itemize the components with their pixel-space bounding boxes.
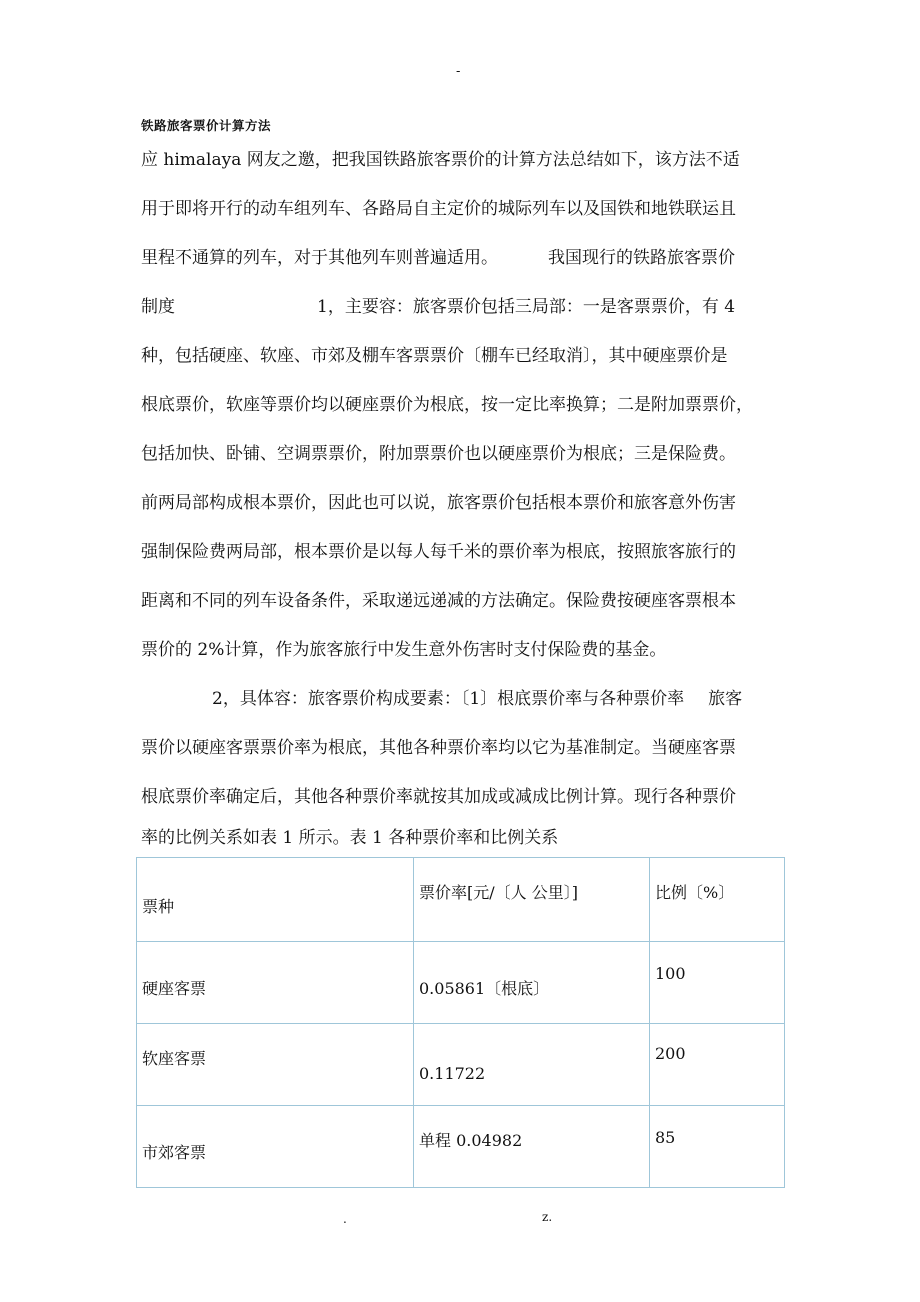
table-cell <box>414 1106 650 1188</box>
paragraph1-line7: 包括加快、卧铺、空调票票价，附加票票价也以硬座票价为根底；三是保险费。 <box>141 444 736 464</box>
paragraph2-line1-tail: 旅客 <box>708 689 743 709</box>
row3-fare-rate: 单程 0.04982 <box>419 1131 523 1150</box>
table-row <box>137 1024 785 1106</box>
table-cell <box>414 1024 650 1106</box>
table-header-cell <box>650 858 785 942</box>
paragraph2-line3: 根底票价率确定后，其他各种票价率就按其加成或减成比例计算。现行各种票价 <box>141 787 736 807</box>
paragraph2-line1 <box>212 689 742 709</box>
row2-ratio: 200 <box>655 1044 686 1063</box>
row2-fare-rate: 0.11722 <box>419 1064 486 1083</box>
table-cell <box>650 942 785 1024</box>
header-ticket-type: 票种 <box>142 897 175 916</box>
row1-ratio: 100 <box>655 964 686 983</box>
paragraph1-line3 <box>141 248 735 268</box>
paragraph1-line9: 强制保险费两局部，根本票价是以每人每千米的票价率为根底，按照旅客旅行的 <box>141 542 736 562</box>
paragraph1-line3-tail: 我国现行的铁路旅客票价 <box>548 248 735 268</box>
paragraph1-line8: 前两局部构成根本票价，因此也可以说，旅客票价包括根本票价和旅客意外伤害 <box>141 493 736 513</box>
table-cell <box>137 942 414 1024</box>
paragraph1-line4-head: 制度 <box>141 297 175 317</box>
table-header-row <box>137 858 785 942</box>
row2-ticket-type: 软座客票 <box>142 1049 207 1068</box>
table-cell <box>137 1106 414 1188</box>
page-footer-right-mark: z. <box>542 1210 553 1224</box>
row3-ticket-type: 市郊客票 <box>142 1143 207 1162</box>
paragraph1-line10: 距离和不同的列车设备条件，采取递远递减的方法确定。保险费按硬座客票根本 <box>141 591 736 611</box>
paragraph2-line4: 率的比例关系如表 1 所示。表 1 各种票价率和比例关系 <box>141 828 559 848</box>
paragraph1-line4-tail: 1，主要容：旅客票价包括三局部：一是客票票价，有 4 <box>317 297 736 317</box>
paragraph1-line1: 应 himalaya 网友之邀，把我国铁路旅客票价的计算方法总结如下，该方法不适 <box>141 150 740 170</box>
paragraph1-line3-text: 里程不通算的列车，对于其他列车则普遍适用。 <box>141 248 498 268</box>
fare-rate-table <box>136 857 785 1188</box>
table-cell <box>414 942 650 1024</box>
paragraph1-line5: 种，包括硬座、软座、市郊及棚车客票票价〔棚车已经取消〕，其中硬座票价是 <box>141 346 728 366</box>
table-header-cell <box>414 858 650 942</box>
table-row <box>137 1106 785 1188</box>
paragraph1-line6: 根底票价，软座等票价均以硬座票价为根底，按一定比率换算；二是附加票票价， <box>141 395 753 415</box>
header-ratio: 比例〔%〕 <box>655 883 735 902</box>
paragraph2-line2: 票价以硬座客票票价率为根底，其他各种票价率均以它为基准制定。当硬座客票 <box>141 738 736 758</box>
table-header-cell <box>137 858 414 942</box>
document-title: 铁路旅客票价计算方法 <box>141 118 272 133</box>
page-footer-left-mark: . <box>343 1212 347 1226</box>
header-fare-rate: 票价率[元/〔人 公里〕] <box>419 883 578 902</box>
table-cell <box>650 1024 785 1106</box>
paragraph2-line1-text: 2，具体容：旅客票价构成要素：〔1〕根底票价率与各种票价率 <box>212 689 685 709</box>
row1-ticket-type: 硬座客票 <box>142 979 207 998</box>
row1-fare-rate: 0.05861〔根底〕 <box>419 979 550 998</box>
page-header-mark: - <box>456 64 461 79</box>
paragraph1-line11: 票价的 2%计算，作为旅客旅行中发生意外伤害时支付保险费的基金。 <box>141 640 667 660</box>
row3-ratio: 85 <box>655 1128 676 1147</box>
table-cell <box>650 1106 785 1188</box>
table-cell <box>137 1024 414 1106</box>
paragraph1-line2: 用于即将开行的动车组列车、各路局自主定价的城际列车以及国铁和地铁联运且 <box>141 199 736 219</box>
table-row <box>137 942 785 1024</box>
paragraph1-line4 <box>141 297 735 317</box>
